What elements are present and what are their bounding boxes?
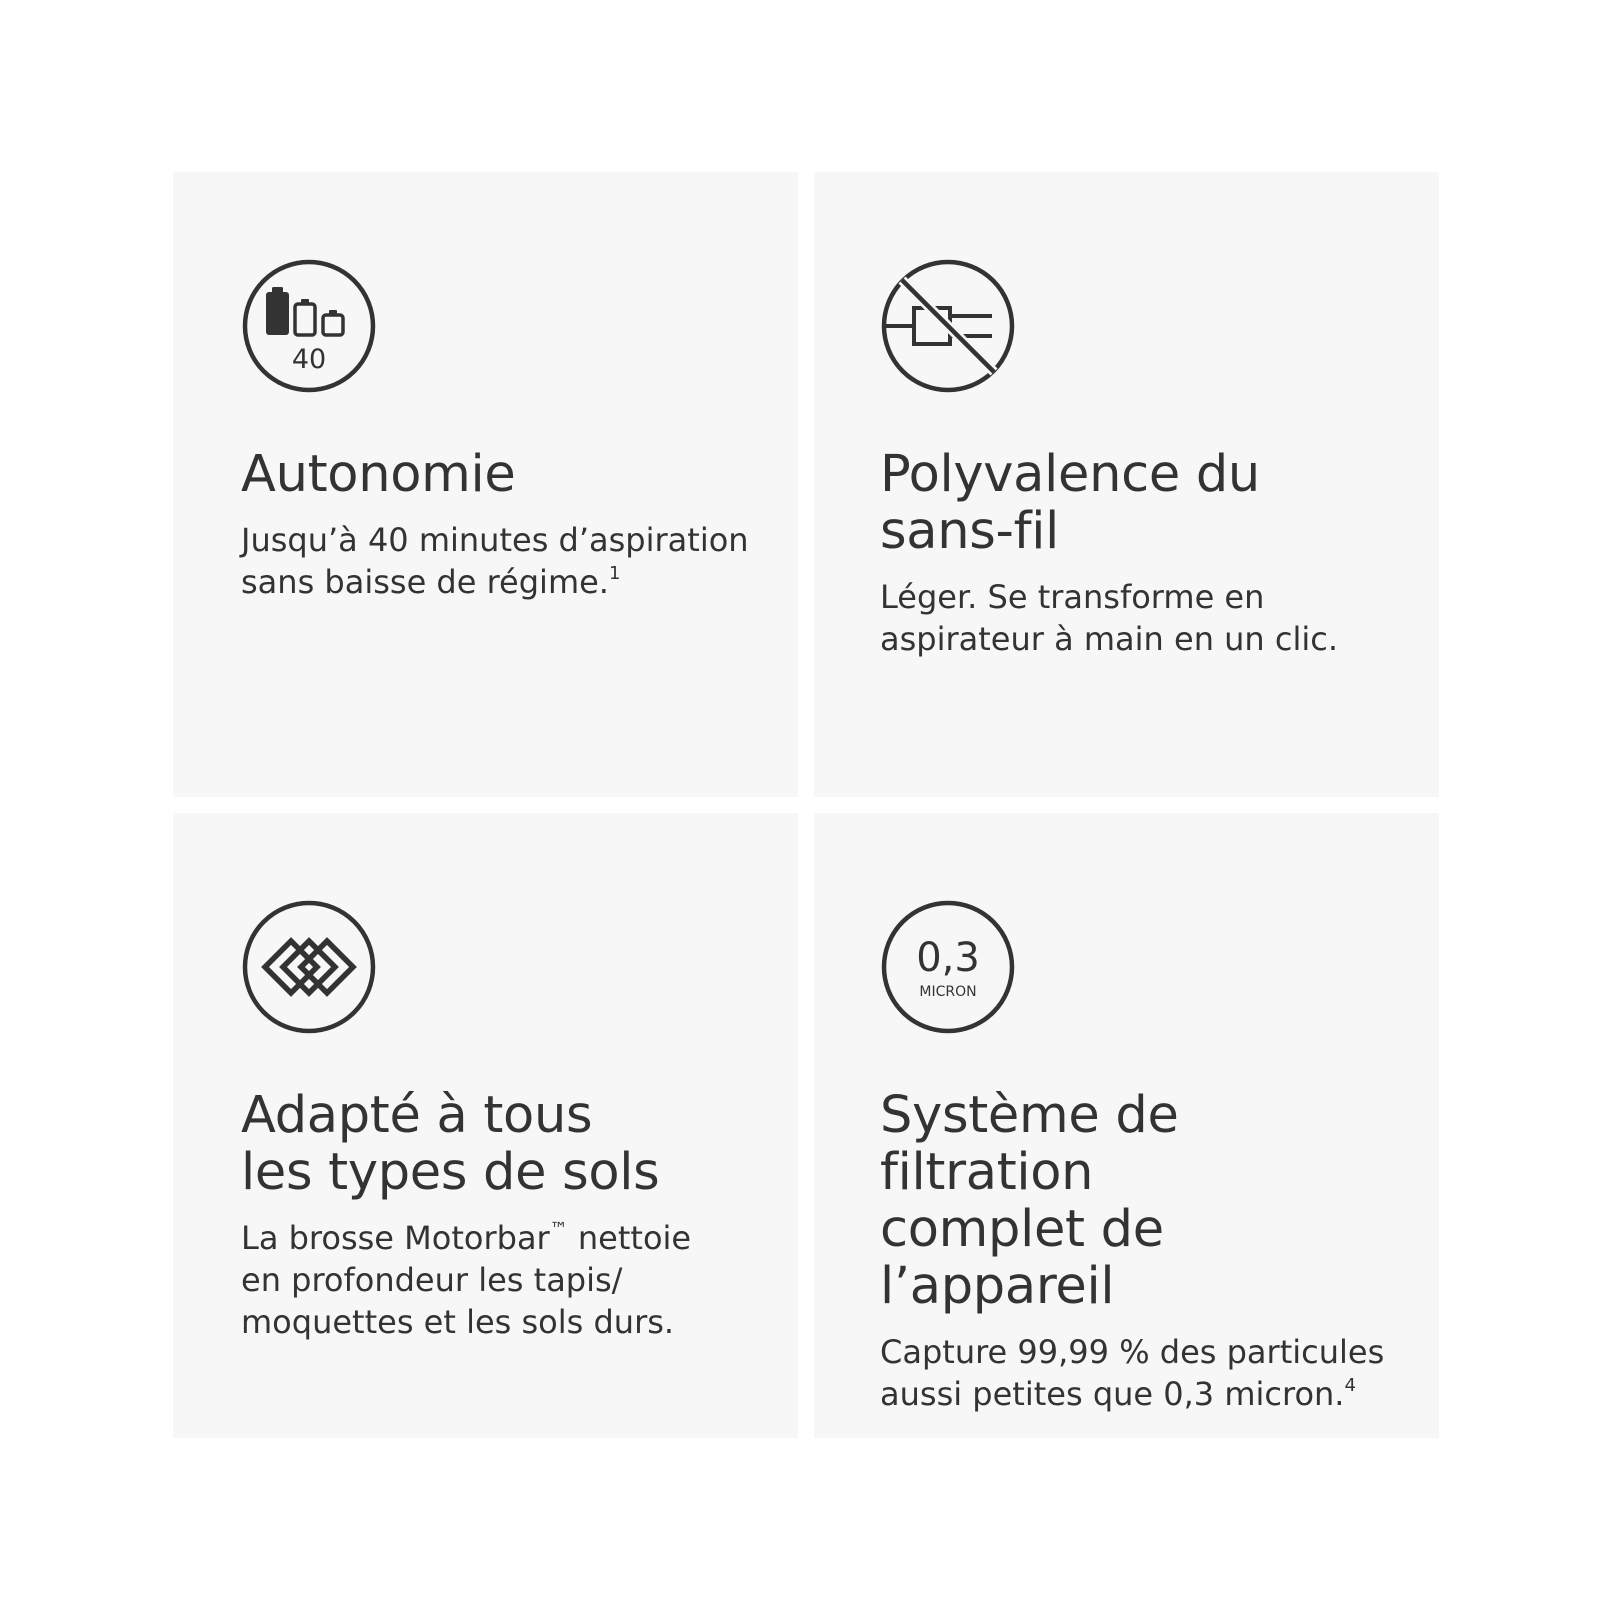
trademark-symbol: ™ — [549, 1219, 568, 1240]
feature-card-polyvalence — [814, 172, 1439, 797]
feature-title: Système de filtration complet de l’appareil — [880, 1086, 1179, 1316]
footnote-marker: 4 — [1344, 1375, 1356, 1396]
battery-runtime-label: 40 — [291, 344, 327, 375]
feature-grid — [173, 172, 1439, 1438]
footnote-marker: 1 — [608, 563, 621, 584]
micron-value: 0,3 — [916, 935, 980, 981]
feature-description-end: nettoie en profondeur les tapis/ moquettes et les sols durs. — [241, 1219, 692, 1341]
no-cable-icon — [880, 258, 1016, 394]
feature-description-start: La brosse Motorbar — [241, 1219, 550, 1257]
floor-types-icon — [241, 899, 377, 1035]
micron-unit: MICRON — [919, 984, 977, 1000]
feature-description-text: Jusqu’à 40 minutes d’aspiration sans baisse de régime. — [241, 521, 749, 601]
feature-title: Adapté à tous les types de sols — [241, 1086, 660, 1202]
feature-card-sols — [173, 813, 798, 1438]
feature-description — [880, 1331, 1399, 1415]
micron-filter-icon — [880, 899, 1016, 1035]
feature-description: Léger. Se transforme en aspirateur à main en un clic. — [880, 578, 1339, 658]
battery-runtime-icon — [241, 258, 377, 394]
feature-description — [241, 1217, 758, 1343]
feature-card-autonomie — [173, 172, 798, 797]
feature-card-filtration — [814, 813, 1439, 1438]
feature-title: Polyvalence du sans-fil — [880, 445, 1260, 561]
feature-title: Autonomie — [241, 445, 516, 504]
feature-description-text: Capture 99,99 % des particules aussi petites que 0,3 micron. — [880, 1333, 1385, 1413]
feature-description — [241, 519, 758, 603]
